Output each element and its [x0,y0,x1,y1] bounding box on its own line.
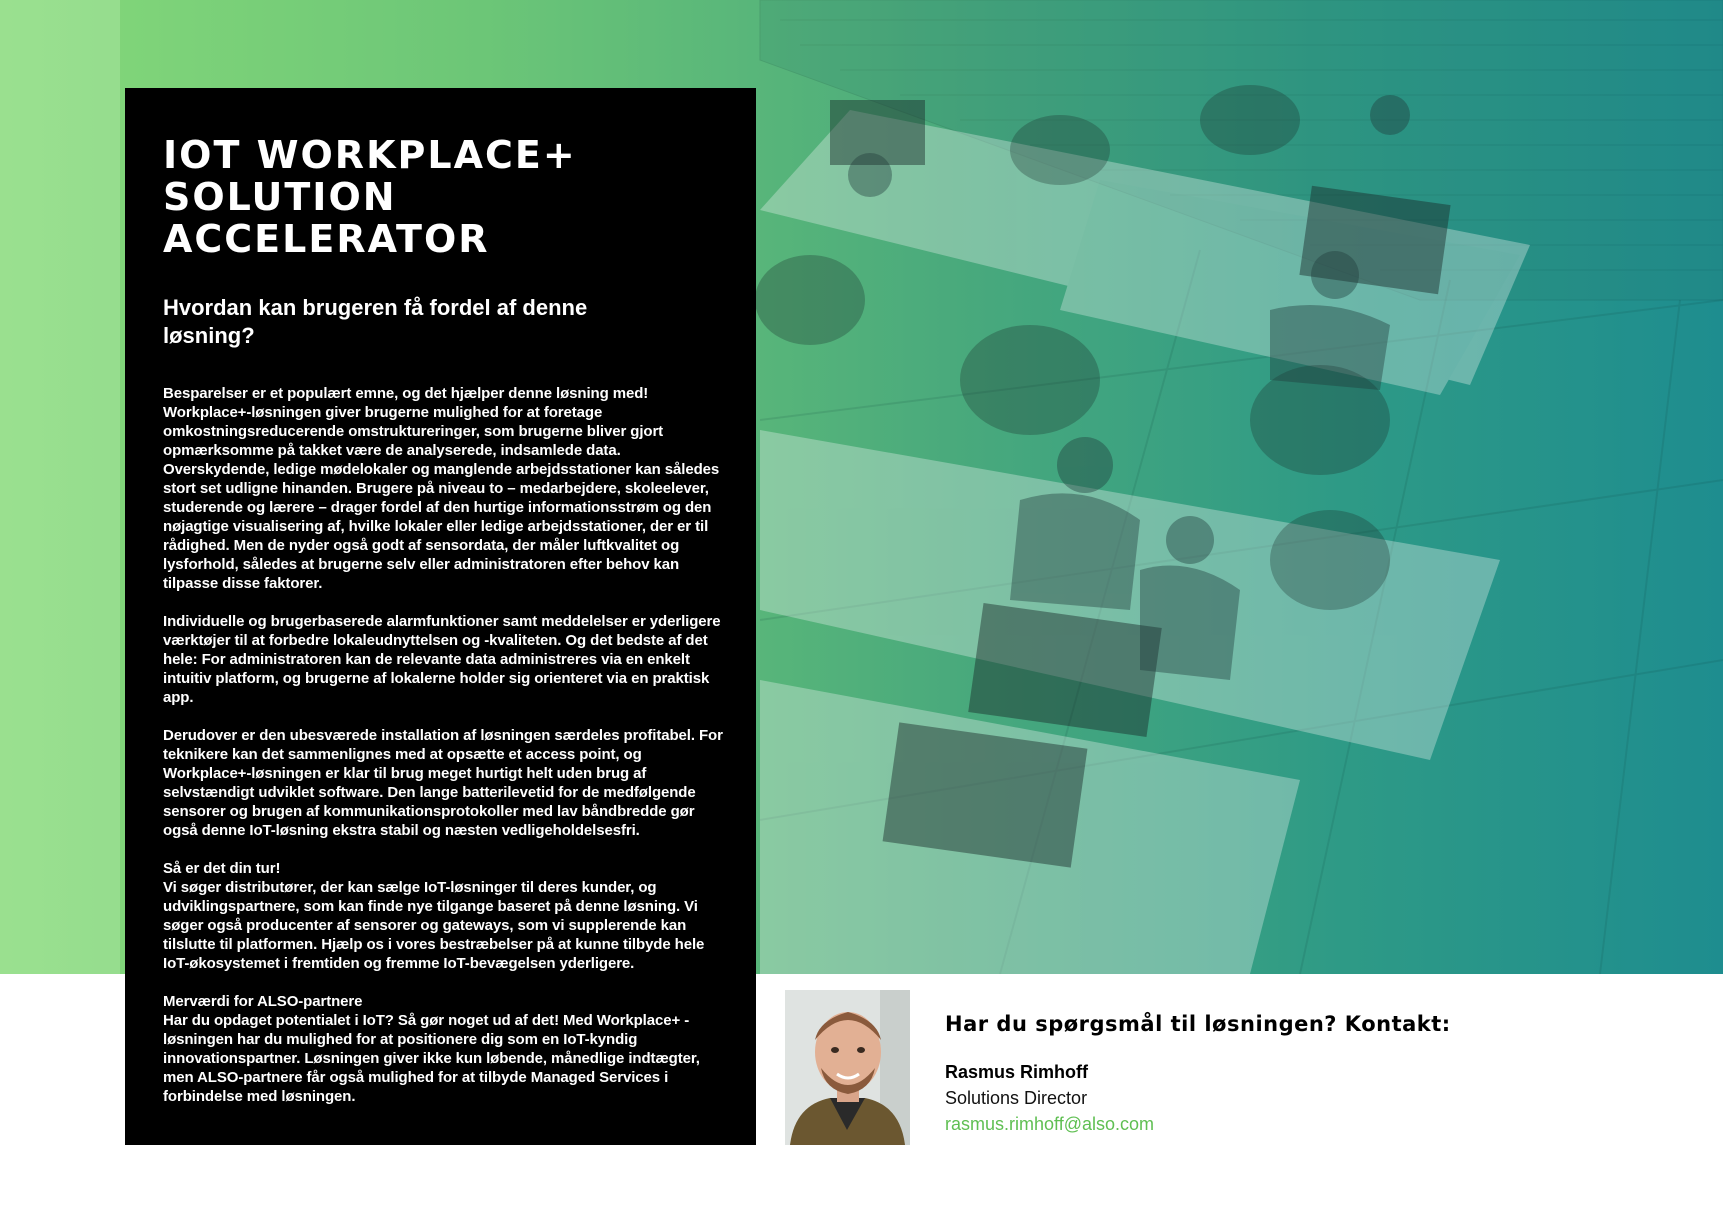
section-heading: Så er det din tur! [163,860,281,877]
section-value [163,992,723,1106]
paragraph: Derudover er den ubesværede installation af løsningen særdeles profitabel. For teknikere kan det sammenlignes med at opsætte et access point, og Workplace+-løsningen er klar til brug meget hurtigt helt uden brug af selvstændigt udviklet software. Den lange batterilevetid for de medfølgende sensorer og brugen af kommunikationsprotokoller med lav båndbredde gør også denne IoT-løsning ekstra stabil og næsten vedligeholdelsesfri. [163,727,723,839]
paragraph: Besparelser er et populært emne, og det hjælper denne løsning med! Workplace+-løsningen giver brugerne mulighed for at foretage omkostningsreducerende omstruktureringer, som brugerne bliver gjort opmærksomme på takket være de analyserede, indsamlede data. Overskydende, ledige mødelokaler og manglende arbejdsstationer kan således stort set udligne hinanden. Brugere på niveau to – medarbejdere, skoleelever, studerende og lærere – drager fordel af den hurtige informationsstrøm og den nøjagtige visualisering af, hvilke lokaler eller ledige arbejdsstationer, der er til rådighed. Men de nyder også godt af sensordata, der måler luftkvalitet og lysforhold, således at brugerne selv eller administratoren efter behov kan tilpasse disse faktorer. [163,385,720,592]
page-title [163,134,683,260]
paragraph: Individuelle og brugerbaserede alarmfunktioner samt meddelelser er yderligere værktøjer til at forbedre lokaleudnyttelsen og -kvaliteten. Og det bedste af det hele: For administratoren kan de relevante data administreres via en enkelt intuitiv platform, og brugerne af lokalerne holder sig orienteret via en praktisk app. [163,613,721,706]
subtitle: Hvordan kan brugeren få fordel af denne løsning? [163,295,588,348]
contact-heading: Har du spørgsmål til løsningen? Kontakt: [945,1012,1451,1036]
contact-name: Rasmus Rimhoff [945,1062,1089,1082]
section-text: Har du opdaget potentialet i IoT? Så gør noget ud af det! Med Workplace+ -løsningen har du mulighed for at positionere dig som en IoT-kyndig innovationspartner. Løsningen giver ikke kun løbende, månedlige indtægter, men ALSO-partnere får også mulighed for at tilbyde Managed Services i forbindelse med løsningen. [163,1012,700,1105]
title-line: SOLUTION [163,175,397,219]
contact-photo [785,990,910,1145]
section-heading: Merværdi for ALSO-partnere [163,993,363,1010]
section-turn [163,859,723,973]
title-line: ACCELERATOR [163,217,490,261]
info-panel [125,88,756,1145]
portrait-image [785,990,910,1145]
contact-email-link[interactable]: rasmus.rimhoff@also.com [945,1114,1154,1134]
title-line: IOT WORKPLACE+ [163,133,577,177]
section-text: Vi søger distributører, der kan sælge IoT-løsninger til deres kunder, og udviklingspartnere, som kan finde nye tilgange baseret på denne løsning. Vi søger også producenter af sensorer og gateways, som vi supplerende kan tilslutte til platformen. Hjælp os i vores bestræbelser på at kunne tilbyde hele IoT-økosystemet i fremtiden og fremme IoT-bevægelsen yderligere. [163,879,705,972]
contact-role: Solutions Director [945,1088,1088,1108]
